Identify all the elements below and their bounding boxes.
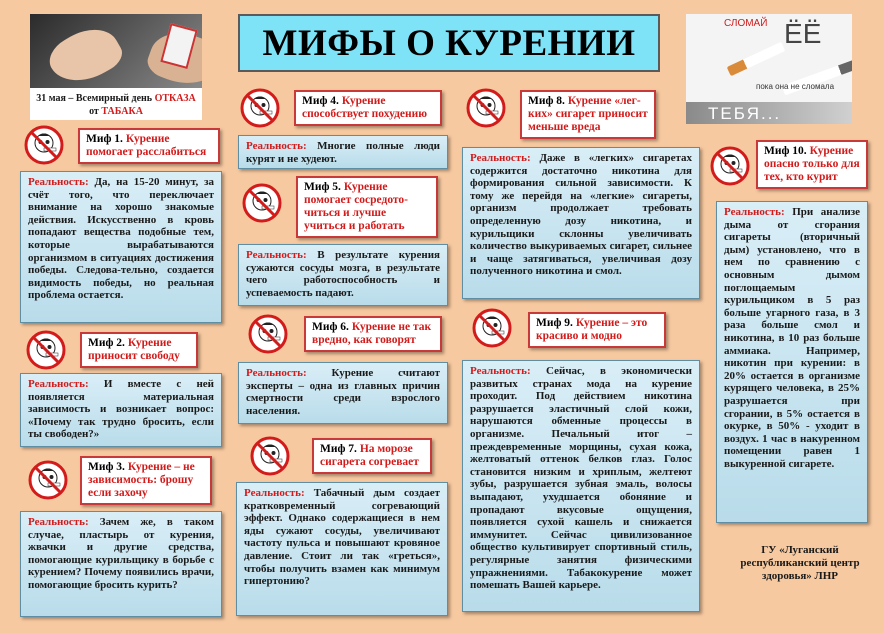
no-smoking-icon <box>472 308 512 348</box>
myth-3: Миф 3. Курение – не зависимость: брошу если захочу <box>80 456 212 505</box>
myth-7: Миф 7. На морозе сигарета согревает <box>312 438 432 474</box>
myth-2: Миф 2. Курение приносит свободу <box>80 332 198 368</box>
reality-5: Реальность: В результате курения сужаются сосуды мозга, в результате чего работоспособность и успеваемость падают. <box>238 244 448 306</box>
reality-1: Реальность: Да, на 15-20 минут, за счёт того, что переключает внимание на хорошо знакомые действия. Искусственно в кровь попадают вещества подобные тем, которые вырабатываются организмом в ситуациях достижения победы. Следова-тельно, создается видимость победы, но реальная проблема остается. <box>20 171 222 323</box>
photo-broken-cigarette <box>686 14 852 124</box>
reality-3: Реальность: Зачем же, в таком случае, пластырь от курения, жвачки и другие средства, помогающие курильщику в борьбе с курением? Почему появились врачи, помогающие бросить курить? <box>20 511 222 617</box>
photo-refusing-cigarette <box>30 14 202 88</box>
no-smoking-icon <box>28 460 68 500</box>
caption-line2-highlight: ТАБАКА <box>101 106 143 117</box>
no-smoking-icon <box>710 146 750 186</box>
photo-text-top: СЛОМАЙ <box>724 18 768 29</box>
myth-8: Миф 8. Курение «лег-ких» сигарет приносит меньше вреда <box>520 90 656 139</box>
reality-4: Реальность: Многие полные люди курят и не худеют. <box>238 135 448 169</box>
myth-1: Миф 1. Курение помогает расслабиться <box>78 128 220 164</box>
page-title: МИФЫ О КУРЕНИИ <box>238 14 660 72</box>
reality-10: Реальность: При анализе дыма от сгорания сигареты (вторичный дым) установлено, что в нем по сравнению с основным дымом поглощаемым курильщиком в 5 раз больше угарного газа, в 3 раза больше смол и никотина, в 10 раз больше аммиака. Например, никотин при курении: в 20% остается в организме курящего человека, в 25% разрушается при сгорании, в 5% остается в окурке, в 50% - уходит в воздух. 1 час в накуренном помещении равен 1 выкуренной сигарете. <box>716 201 868 523</box>
caption-highlight: ОТКАЗА <box>154 93 196 104</box>
reality-8: Реальность: Даже в «легких» сигаретах содержится достаточно никотина для формирования сильной зависимости. К тому же перейдя на «легкие» сигареты, организм продолжает требовать определенную дозу никотина, и курильщики склонны увеличивать количество выкуриваемых сигарет, сильнее и чаще затягиваться, увеличивая дозу полученного никотина и смол. <box>462 147 700 299</box>
reality-6: Реальность: Курение считают эксперты – одна из главных причин смертности среди взрослого населения. <box>238 362 448 424</box>
no-smoking-icon <box>250 436 290 476</box>
photo-text-mid: пока она не сломала <box>756 82 835 91</box>
myth-10: Миф 10. Курение опасно только для тех, кто курит <box>756 140 868 189</box>
footer-organization: ГУ «Луганский республиканский центр здоровья» ЛНР <box>740 544 860 582</box>
no-smoking-icon <box>24 125 64 165</box>
photo-text-yo: ЁЁ <box>784 18 822 49</box>
myth-6: Миф 6. Курение не так вредно, как говорят <box>304 316 442 352</box>
reality-7: Реальность: Табачный дым создает кратковременный согревающий эффект. Однако содержащиеся в нем яды сужают сосуды, увеличивают частоту пульса и повышают кровяное давление. Стоит ли так «греться», чтобы получить взамен как минимум гипертонию? <box>236 482 448 616</box>
event-caption <box>30 88 202 120</box>
no-smoking-icon <box>26 330 66 370</box>
reality-2: Реальность: И вместе с ней появляется материальная зависимость и возникает вопрос: «Почему так трудно бросить, если ты свободен?» <box>20 373 222 447</box>
reality-9: Реальность: Сейчас, в экономически развитых странах мода на курение проходит. Под действием никотина разрушается эластичный слой кожи, нарушаются обменные процессы в организме. Печальный итог – преждевременные морщины, сухая кожа, желтоватый оттенок белков глаз. Голос становится низким и хриплым, желтеют зубы, разрушается зубная эмаль, волосы выпадают, ухудшается обоняние и пропадают вкусовые ощущения, появляется сухой кашель и снижается иммунитет. Сейчас цивилизованное общество культивирует спортивный стиль, регулярные занятия физическими упражнениями. Табакокурение может помешать Вашей карьере. <box>462 360 700 612</box>
no-smoking-icon <box>248 314 288 354</box>
no-smoking-icon <box>242 183 282 223</box>
myth-5: Миф 5. Курение помогает сосредото-читься и лучше учиться и работать <box>296 176 438 238</box>
photo-text-bottom: ТЕБЯ... <box>708 104 782 123</box>
caption-line2-prefix: от <box>89 106 102 117</box>
no-smoking-icon <box>466 88 506 128</box>
myth-9: Миф 9. Курение – это красиво и модно <box>528 312 666 348</box>
myth-4: Миф 4. Курение способствует похудению <box>294 90 442 126</box>
caption-prefix: 31 мая – Всемирный день <box>36 93 155 104</box>
no-smoking-icon <box>240 88 280 128</box>
